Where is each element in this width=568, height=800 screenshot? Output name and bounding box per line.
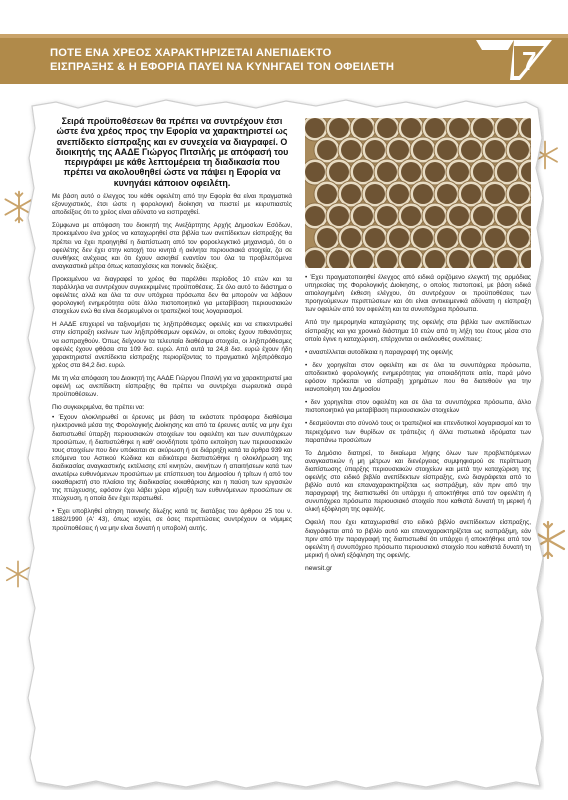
tube-hole xyxy=(425,206,445,226)
tube-hole xyxy=(365,140,385,160)
list-item-text: Έχουν ολοκληρωθεί οι έρευνες με βάση τα εκάστοτε πρόσφορα διαθέσιμα ηλεκτρονικά μέσα της Φορολογικής Διοίκησης και από τα έρευνες αυτές να μην έχει διαπιστωθεί ύπαρξη περιουσιακών στοιχείων του οφειλέτη και των συνυπόχρεων προσώπων, ή διαπιστώθηκε η καθ' οιονδήποτε τρόπο εκποίηση των περιουσιακών τους στοιχείων που δεν υπόκειται σε ακύρωση ή σε διάρρηξη κατά τα άρθρα 939 και επόμενα του Αστικού Κώδικα και ειδικότερα διαπιστώθηκε η ολοκλήρωση της διαδικασίας αναγκαστικής εκτέλεσης επί κινητών, ακινήτων ή απαιτήσεων κατά των ανωτέρω ευθυνόμενων προσώπων με επίσπευση του Δημοσίου ή τρίτων ή από τον εκκαθαριστή στο πλαίσιο της διαδικασίας εκκαθάρισης και η παύση των εργασιών της πτώχευσης, εφόσον έχει λάβει χώρα κήρυξη των ευθυνόμενων προσώπων σε πτώχευση, η οποία δεν έχει περατωθεί. xyxy=(52,414,292,503)
bullet-icon: • xyxy=(305,399,308,407)
paragraph: Πιο συγκεκριμένα, θα πρέπει να: xyxy=(52,404,145,412)
tube-hole xyxy=(449,162,469,182)
tube-hole xyxy=(365,228,385,248)
tube-hole xyxy=(449,206,469,226)
tube-hole xyxy=(485,184,505,204)
magazine-logo-icon xyxy=(474,38,554,82)
list-item-text: δεν χορηγείται στον οφειλέτη και σε όλα τα συνυπόχρεα πρόσωπα, άλλο πιστοποιητικό για μεταβίβαση περιουσιακών στοιχείων xyxy=(305,399,531,415)
tube-hole xyxy=(497,206,517,226)
list-item xyxy=(305,399,531,415)
list-item xyxy=(52,414,292,503)
article-lede: Σειρά προϋποθέσεων θα πρέπει να συντρέχουν έτσι ώστε ένα χρέος προς την Εφορία να χαρακτηριστεί ως ανεπίδεκτο είσπραξης και εν συνεχεία να διαγραφεί. Ο διοικητής της ΑΑΔΕ Γιώργος Πιτσιλής με απόφασή του περιγράφει με κάθε λεπτομέρεια τη διαδικασία που πρέπει να ακολουθηθεί ώστε να πάψει η Εφορία να κυνηγάει κάποιον οφειλέτη. xyxy=(55,116,289,188)
paragraph: Η ΑΑΔΕ επιχειρεί να ταξινομήσει τις ληξιπρόθεσμες οφειλές και να επικεντρωθεί στην είσπραξη εκείνων των ληξιπρόθεσμων οφειλών, οι οποίες έχουν πιθανότητες να εισπραχθούν. Όπως δείχνουν τα τελευταία διαθέσιμα στοιχεία, οι ληξιπρόθεσμες οφειλές έχουν φθάσει στα 109 δισ. ευρώ. Από αυτά τα 24,8 δισ. ευρώ έχουν ήδη χαρακτηριστεί ανεπίδεκτα είσπραξης περιορίζοντας το πραγματικό ληξιπρόθεσμο χρέος στα 84,2 δισ. ευρώ. xyxy=(52,321,292,369)
paragraph: Από την ημερομηνία καταχώρισης της οφειλής στα βιβλία των ανεπίδεκτων είσπραξης και για χρονικό διάστημα 10 ετών από τη λήξη του έτους μέσα στο οποίο έγινε η καταχώριση, επέρχονται οι ακόλουθες συνέπειες: xyxy=(305,319,531,343)
tube-hole xyxy=(341,140,361,160)
tube-hole xyxy=(437,140,457,160)
tube-hole xyxy=(461,228,481,248)
bullet-icon: • xyxy=(305,274,308,281)
tube-hole xyxy=(389,228,409,248)
tube-hole xyxy=(329,162,349,182)
tube-hole xyxy=(377,118,397,138)
tube-hole xyxy=(485,228,505,248)
tube-hole xyxy=(329,206,349,226)
bullet-icon: • xyxy=(52,414,55,422)
list-item-text: Έχει υποβληθεί αίτηση ποινικής δίωξης κατά τις διατάξεις του άρθρου 25 του ν. 1882/1990 (Α' 43), όπως ισχύει, σε όσες περιπτώσεις συντρέχουν οι νόμιμες προϋποθέσεις ή να μην είναι δυνατή η υποβολή αυτής. xyxy=(52,508,292,532)
paragraph: Με βάση αυτό ο έλεγχος του κάθε οφειλέτη από την Εφορία θα είναι πραγματικά εξονυχιστικός, έτσι ώστε η φορολογική διοίκηση να πειστεί με κειρυπιαστές αποδείξεις ότι το χρέος είναι αδύνατο να εισπραχθεί. xyxy=(52,193,292,217)
tube-hole xyxy=(377,162,397,182)
tube-hole xyxy=(413,228,433,248)
list-item-text: αναστέλλεται αυτοδίκαια η παραγραφή της οφειλής xyxy=(309,348,453,356)
bullet-icon: • xyxy=(305,420,308,428)
tube-hole xyxy=(317,140,337,160)
tube-hole xyxy=(437,228,457,248)
tube-hole xyxy=(365,184,385,204)
list-item xyxy=(305,362,531,394)
tube-hole xyxy=(461,140,481,160)
tube-hole xyxy=(413,140,433,160)
paragraph: Προκειμένου να διαγραφεί το χρέος θα παρέλθει περίοδος 10 ετών και τα παράλληλα να συντρέχουν συγκεκριμένες προϋποθέσεις. Σε όλο αυτό το διάστημα ο οφειλέτες αλλά και όλα τα συν υπόχρεα πρόσωπα δεν θα μπορούν να λάβουν φορολογική ενημερότητα ούτε άλλο πιστοποιητικό για μεταβίβαση περιουσιακών στοιχείων ενώ θα είναι δεσμευμένοι οι τραπεζικοί τους λογαριασμοί. xyxy=(52,275,292,316)
tube-hole xyxy=(305,118,325,138)
list-item xyxy=(305,420,531,444)
tube-hole xyxy=(497,162,517,182)
source-credit: newsit.gr xyxy=(305,564,333,572)
tube-hole xyxy=(401,118,421,138)
tube-hole xyxy=(401,162,421,182)
list-item xyxy=(305,349,531,357)
header-title-line2: ΕΙΣΠΡΑΞΗΣ & Η ΕΦΟΡΙΑ ΠΑΥΕΙ ΝΑ ΚΥΝΗΓΑΕΙ ΤΟΝ ΟΦΕΙΛΕΤΗ xyxy=(50,61,395,73)
header-title-line1: ΠΟΤΕ ΕΝΑ ΧΡΕΟΣ ΧΑΡΑΚΤΗΡΙΖΕΤΑΙ ΑΝΕΠΙΔΕΚΤΟ xyxy=(50,47,332,59)
left-column xyxy=(52,116,292,538)
tube-hole xyxy=(425,118,445,138)
tube-hole xyxy=(485,140,505,160)
tube-hole xyxy=(509,140,529,160)
tube-hole xyxy=(329,118,349,138)
logo-numeral: 7 xyxy=(522,46,537,76)
bullet-icon: • xyxy=(52,508,55,516)
tube-hole xyxy=(437,184,457,204)
tube-hole xyxy=(353,118,373,138)
tube-hole xyxy=(317,228,337,248)
right-column xyxy=(305,274,531,578)
tube-hole xyxy=(305,206,325,226)
tube-hole xyxy=(389,184,409,204)
tube-hole xyxy=(461,184,481,204)
tube-hole xyxy=(473,118,493,138)
rolled-paper-tubes-photo xyxy=(305,118,531,268)
tube-hole xyxy=(497,118,517,138)
tube-hole xyxy=(509,184,529,204)
tube-hole xyxy=(353,162,373,182)
bullet-icon: • xyxy=(305,348,308,356)
tube-hole xyxy=(449,118,469,138)
tube-hole xyxy=(509,228,529,248)
tube-hole xyxy=(377,206,397,226)
tube-hole xyxy=(341,228,361,248)
tube-hole xyxy=(317,184,337,204)
tube-hole xyxy=(473,162,493,182)
tube-hole xyxy=(353,206,373,226)
tube-hole xyxy=(473,206,493,226)
tube-hole xyxy=(305,162,325,182)
paragraph xyxy=(305,274,531,314)
paragraph: Το Δημόσιο διατηρεί, το δικαίωμα λήψης όλων των προβλεπόμενων αναγκαστικών ή μη μέτρων και διενέργειας συμψηφισμού σε περίπτωση διαπίστωσης ύπαρξης περιουσιακών στοιχείων και μετά την καταχώριση της οφειλής στο ειδικό βιβλίο ανεπίδεκτων είσπραξης, ενώ διαγράφεται από το βιβλίο αυτό και επαναχαρακτηρίζεται ως εισπράξιμη, εάν πριν από την παραγραφή της διαπιστωθεί ότι υπάρχει ή αποκτήθηκε από τον οφειλέτη ή συνυπόχρεο πρόσωπο περιουσιακό στοιχείο που καθιστά δυνατή τη μερική ή ολική εξόφληση της οφειλής. xyxy=(305,449,531,514)
tube-hole xyxy=(413,184,433,204)
paragraph-text: Έχει πραγματοποιηθεί έλεγχος από ειδικά οριζόμενο ελεγκτή της αρμόδιας υπηρεσίας της Φορολογικής Διοίκησης, ο οποίος πιστοποιεί, με βάση ειδικά αιτιολογημένη έκθεση ελέγχου, ότι συντρέχουν οι προϋποθέσεις των προηγούμενων περιπτώσεων και ότι είναι αντικειμενικά αδύνατη η είσπραξη των οφειλών από τον οφειλέτη και τα συνυπόχρεα πρόσωπα. xyxy=(305,274,531,314)
list-item-text: δεσμεύονται στο σύνολό τους οι τραπεζικοί και επενδυτικοί λογαριασμοί και το περιεχόμενο των θυρίδων σε τράπεζες ή άλλα πιστωτικά ιδρύματα των παραπάνω προσώπων xyxy=(305,420,531,444)
header-title xyxy=(50,46,470,74)
tube-hole xyxy=(401,206,421,226)
paragraph: Σύμφωνα με απόφαση του διοικητή της Ανεξάρτητης Αρχής Δημοσίων Εσόδων, προκειμένου ένα χρέος να καταχωρηθεί στα βιβλία των ανεπίδεκτων είσπραξης θα πρέπει να έχει προηγηθεί η διαπίστωση από τον φοροελεγκτικό μηχανισμό, ότι ο οφειλέτης δεν έχει στην κατοχή του κινητά ή ακίνητα περιουσιακά στοιχεία, ζει σε συνθήκες ανέχειας και ότι έχουν ασκηθεί εναντίον του όλα τα προβλεπόμενα αναγκαστικά μέτρα όπως κατασχέσεις και ποινικές διώξεις. xyxy=(52,222,292,270)
list-item-text: δεν χορηγείται στον οφειλέτη και σε όλα τα συνυπόχρεα πρόσωπα, αποδεικτικό φορολογικής ενημερότητας για οποιαδήποτε αιτία, παρά μόνο εφόσον πρόκειται να είσπραξη χρημάτων που θα διατεθούν για την ικανοποίηση του Δημοσίου xyxy=(305,361,531,394)
paragraph: Με τη νέα απόφαση του Διοικητή της ΑΑΔΕ Γιώργου Πιτσιλή για να χαρακτηριστεί μια οφειλή ως ανεπίδεκτη είσπραξης θα πρέπει να συντρέχει σωρευτικά σειρά προϋποθέσεων. xyxy=(52,374,292,399)
paragraph: Οφειλή που έχει καταχωρισθεί στο ειδικό βιβλίο ανεπίδεκτων είσπραξης, διαγράφεται από το βιβλίο αυτό και επαναχαρακτηρίζεται ως εισπράξιμη, εάν πριν από την παραγραφή της διαπιστωθεί ότι υπάρχει ή αποκτήθηκε από τον οφειλέτη ή συνυπόχρεο πρόσωπο περιουσιακό στοιχείο που καθιστά δυνατή τη μερική ή ολική εξόφληση της οφειλής. xyxy=(305,519,531,559)
tube-hole xyxy=(425,162,445,182)
bullet-icon: • xyxy=(305,361,308,369)
tube-hole xyxy=(341,184,361,204)
tube-hole xyxy=(389,140,409,160)
list-item xyxy=(52,508,292,532)
